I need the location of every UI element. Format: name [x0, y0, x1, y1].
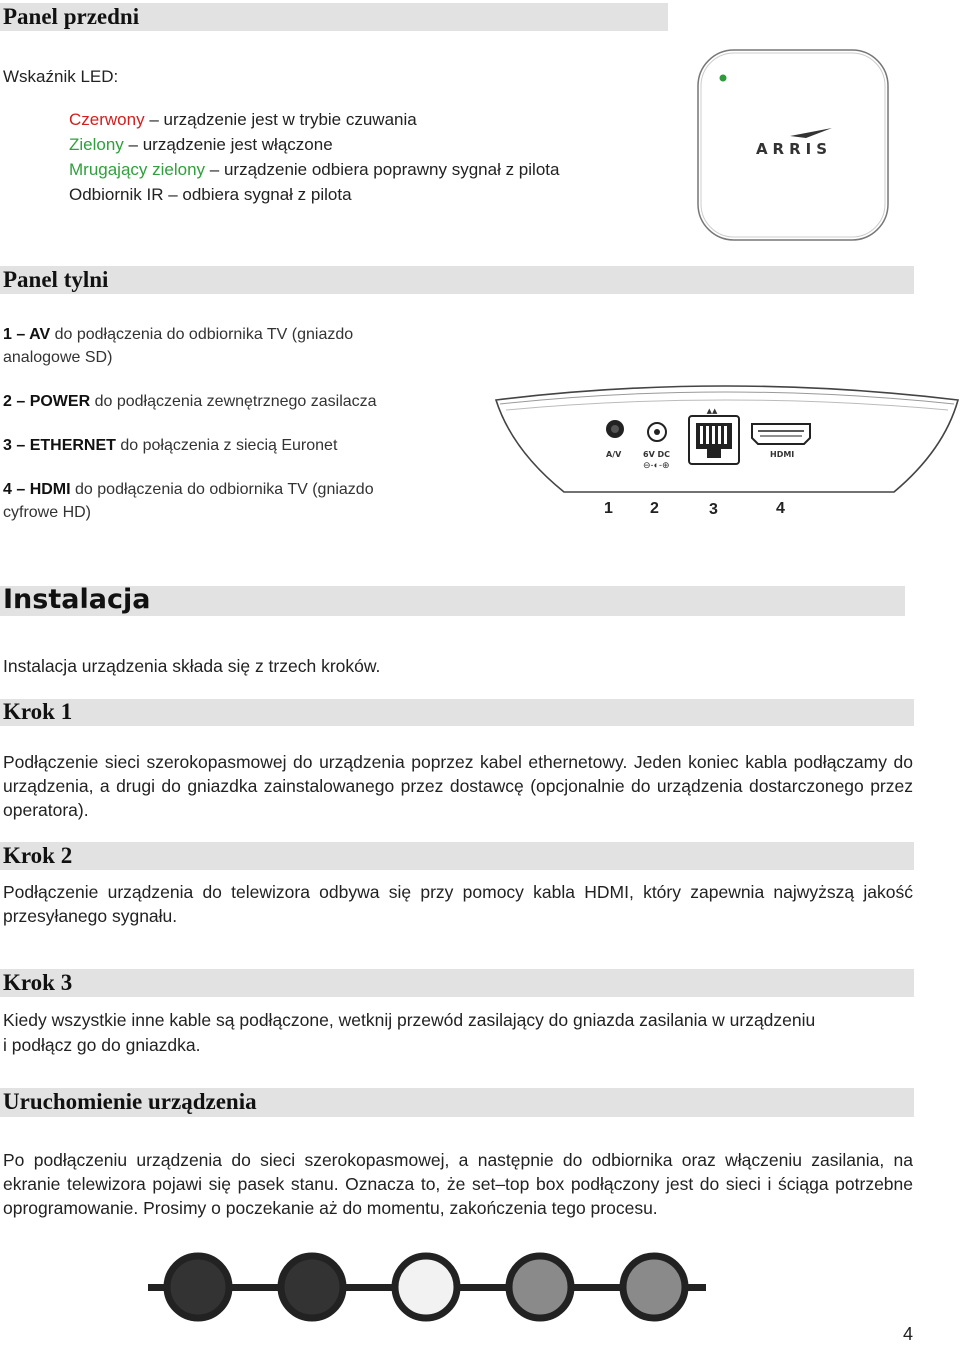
led-key-green: Zielony [69, 135, 124, 154]
ethernet-port-icon [689, 407, 739, 464]
port-number-3: 3 [709, 501, 718, 518]
port-number-4: 4 [776, 500, 785, 517]
rear-item-power-key: 2 – POWER [3, 393, 91, 410]
step3-body-line1: Kiedy wszystkie inne kable są podłączone, wetknij przewód zasilający do gniazda zasilania w urządzeniu [3, 1010, 816, 1030]
rear-item-ethernet [3, 434, 423, 457]
port-label-hdmi: HDMI [770, 450, 795, 459]
progress-stage-2 [281, 1256, 343, 1318]
startup-heading: Uruchomienie urządzenia [3, 1089, 257, 1114]
rear-item-ethernet-key: 3 – ETHERNET [3, 437, 116, 454]
rear-item-power [3, 390, 423, 413]
step2-body: Podłączenie urządzenia do telewizora odbywa się przy pomocy kabla HDMI, który zapewnia najwyższą jakość przesyłanego sygnału. [3, 882, 913, 926]
rear-item-ethernet-text: do połączenia z siecią Euronet [115, 437, 338, 454]
step3-body-line2: i podłącz go do gniazdka. [3, 1035, 201, 1055]
svg-text:▲▲: ▲▲ [706, 407, 718, 415]
device-rear-illustration [494, 380, 960, 525]
led-key-blinking: Mrugający zielony [69, 160, 206, 179]
rear-item-av [3, 323, 413, 369]
port-label-dc: 6V DC [643, 450, 671, 459]
installation-heading: Instalacja [3, 584, 151, 615]
startup-body: Po podłączeniu urządzenia do sieci szerokopasmowej, a następnie do odbiornika oraz włączeniu zasilania, na ekranie telewizora pojawi się pasek stanu. Oznacza to, że set–top box podłączony jest do sieci i ściąga potrzebne oprogramowanie. Prosimy o poczekanie aż do momentu, zakończenia tego procesu. [3, 1150, 913, 1218]
rear-item-av-key: 1 – AV [3, 326, 51, 343]
led-label: Wskaźnik LED: [3, 67, 119, 86]
led-line-ir: Odbiornik IR – odbiera sygnał z pilota [69, 185, 352, 204]
hdmi-port-icon [752, 424, 810, 444]
port-number-2: 2 [650, 500, 659, 517]
rear-item-hdmi-key: 4 – HDMI [3, 481, 71, 498]
rear-item-hdmi-text: do podłączenia do odbiornika TV (gniazdo cyfrowe HD) [3, 481, 374, 521]
rear-panel-heading: Panel tylni [3, 267, 109, 292]
led-desc-blinking: – urządzenie odbiera poprawny sygnał z pilota [205, 160, 560, 179]
dc-polarity-icon: ⊖-◐-⊕ [643, 460, 670, 470]
led-line-blinking [69, 158, 559, 182]
arris-logo: ARRIS [755, 140, 833, 158]
device-front-illustration [694, 46, 892, 244]
step1-body: Podłączenie sieci szerokopasmowej do urządzenia poprzez kabel ethernetowy. Jeden koniec kabla podłączamy do urządzenia, a drugi do gniazdka zainstalowanego przez dostawcę (opcjonalnie do urządzenia dostarczonego przez operatora). [3, 752, 913, 820]
step3-heading-bar [0, 969, 914, 997]
led-key-red: Czerwony [69, 110, 145, 129]
progress-stage-4 [509, 1256, 571, 1318]
step2-heading-bar [0, 842, 914, 870]
step3-heading: Krok 3 [3, 970, 73, 995]
rear-item-hdmi [3, 478, 423, 524]
led-indicator [720, 75, 727, 82]
step1-heading-bar [0, 699, 914, 726]
rear-item-av-text: do podłączenia do odbiornika TV (gniazdo analogowe SD) [3, 326, 354, 366]
rear-panel-heading-bar [0, 266, 914, 294]
port-number-1: 1 [604, 500, 613, 517]
led-desc-green: – urządzenie jest włączone [123, 135, 333, 154]
led-line-green [69, 133, 333, 157]
installation-intro: Instalacja urządzenia składa się z trzech kroków. [3, 656, 381, 676]
led-desc-red: – urządzenie jest w trybie czuwania [144, 110, 417, 129]
progress-stage-3 [395, 1256, 457, 1318]
step1-heading: Krok 1 [3, 699, 73, 724]
rear-item-power-text: do podłączenia zewnętrznego zasilacza [90, 393, 377, 410]
progress-stage-5 [623, 1256, 685, 1318]
status-progress-bar [148, 1252, 708, 1324]
page-number: 4 [903, 1324, 914, 1344]
port-label-av: A/V [606, 450, 622, 459]
progress-stage-1 [167, 1256, 229, 1318]
front-panel-heading: Panel przedni [3, 4, 140, 29]
step2-heading: Krok 2 [3, 843, 73, 868]
led-line-red [69, 108, 417, 132]
